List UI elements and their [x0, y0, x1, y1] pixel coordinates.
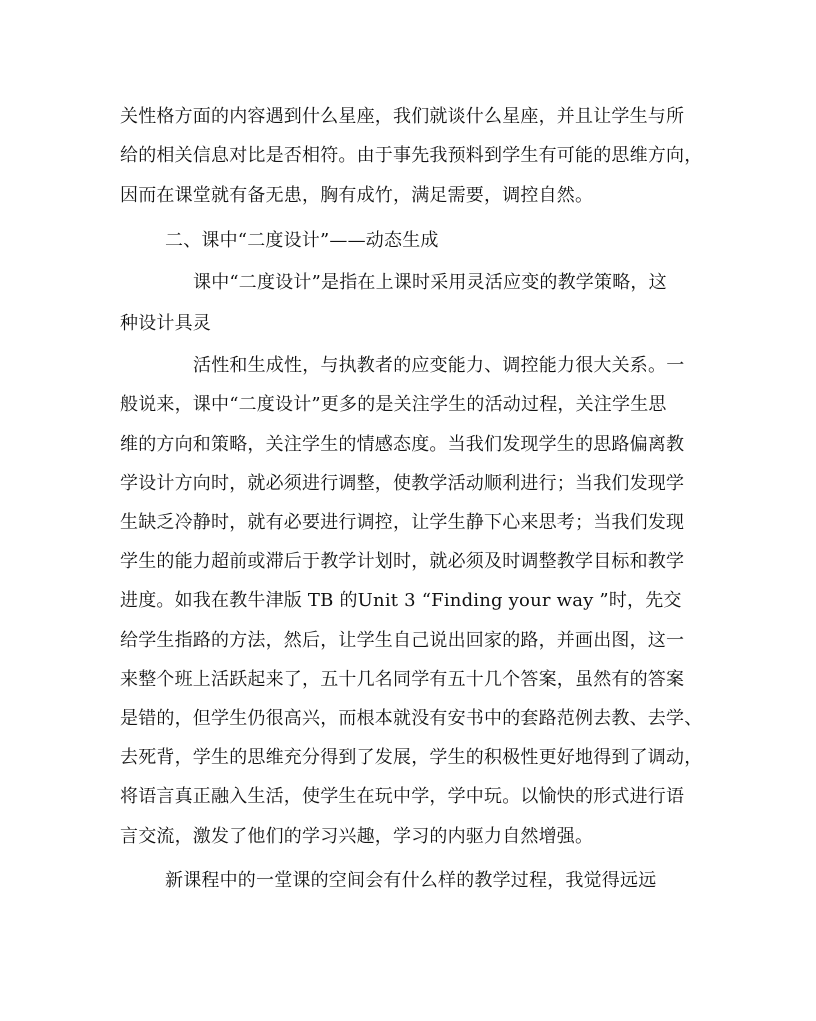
paragraph-line: 学生的能力超前或滞后于教学计划时，就必须及时调整教学目标和教学 — [120, 551, 685, 572]
paragraph-line: 关性格方面的内容遇到什么星座，我们就谈什么星座，并且让学生与所 — [120, 106, 685, 127]
paragraph-line: 进度。如我在教牛津版 TB 的Unit 3 “Finding your way ”时，先交 — [120, 590, 682, 611]
paragraph-line: 般说来，课中“二度设计”更多的是关注学生的活动过程，关注学生思 — [120, 394, 667, 415]
paragraph-line: 是错的，但学生仍很高兴，而根本就没有安书中的套路范例去教、去学、 — [120, 708, 703, 729]
paragraph-line: 去死背，学生的思维充分得到了发展，学生的积极性更好地得到了调动， — [120, 747, 703, 768]
paragraph-line: 新课程中的一堂课的空间会有什么样的教学过程，我觉得远远 — [165, 870, 657, 891]
paragraph-line: 将语言真正融入生活，使学生在玩中学，学中玩。以愉快的形式进行语 — [120, 786, 685, 807]
section-heading: 二、课中“二度设计”——动态生成 — [165, 230, 439, 251]
paragraph-line: 因而在课堂就有备无患，胸有成竹，满足需要，调控自然。 — [120, 185, 594, 206]
paragraph-line: 给学生指路的方法，然后，让学生自己说出回家的路，并画出图，这一 — [120, 630, 685, 651]
paragraph-line: 种设计具灵 — [120, 313, 211, 334]
paragraph-line: 给的相关信息对比是否相符。由于事先我预料到学生有可能的思维方向， — [120, 145, 703, 166]
paragraph-line: 生缺乏冷静时，就有必要进行调控，让学生静下心来思考；当我们发现 — [120, 512, 685, 533]
paragraph-line: 来整个班上活跃起来了，五十几名同学有五十几个答案，虽然有的答案 — [120, 669, 685, 690]
paragraph-line: 言交流，激发了他们的学习兴趣，学习的内驱力自然增强。 — [120, 826, 594, 847]
paragraph-line: 维的方向和策略，关注学生的情感态度。当我们发现学生的思路偏离教 — [120, 434, 685, 455]
paragraph-line: 学设计方向时，就必须进行调整，使教学活动顺利进行；当我们发现学 — [120, 473, 685, 494]
paragraph-line: 课中“二度设计”是指在上课时采用灵活应变的教学策略，这 — [193, 272, 667, 293]
paragraph-line: 活性和生成性，与执教者的应变能力、调控能力很大关系。一 — [193, 355, 685, 376]
